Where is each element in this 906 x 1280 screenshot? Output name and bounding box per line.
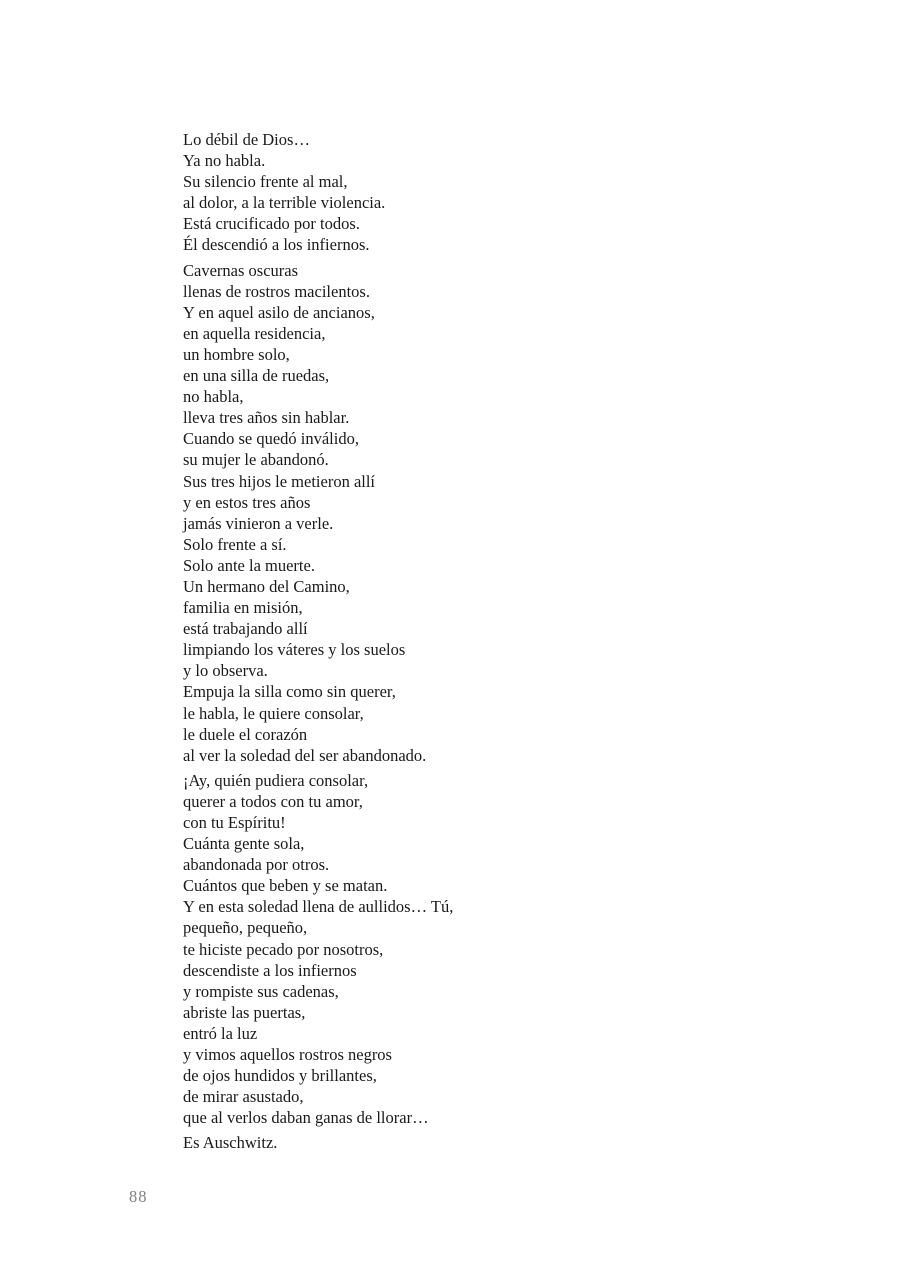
page-number: 88 [129,1187,148,1206]
poem-line: abriste las puertas, [183,1002,306,1022]
poem-line: Está crucificado por todos. [183,214,360,234]
poem-line: querer a todos con tu amor, [183,791,363,811]
poem-line: lleva tres años sin hablar. [183,408,350,428]
poem-line: que al verlos daban ganas de llorar… [183,1108,429,1128]
poem-line: Empuja la silla como sin querer, [183,682,396,702]
poem-line: Lo débil de Dios… [183,130,310,149]
poem-line: con tu Espíritu! [183,813,286,832]
poem-line: Y en esta soledad llena de aullidos… Tú, [183,897,454,917]
poem-line: al dolor, a la terrible violencia. [183,193,386,213]
poem-line: limpiando los váteres y los suelos [183,640,406,660]
poem-line: está trabajando allí [183,619,308,639]
poem-line: su mujer le abandonó. [183,450,329,470]
poem-line: pequeño, pequeño, [183,918,308,938]
poem-line: le duele el corazón [183,724,308,744]
poem-line: ¡Ay, quién pudiera consolar, [183,770,369,790]
poem-line: Y en aquel asilo de ancianos, [183,302,375,322]
poem-line: en una silla de ruedas, [183,366,330,386]
poem-line: y rompiste sus cadenas, [183,981,339,1001]
poem-line: Solo ante la muerte. [183,555,315,575]
poem-line: te hiciste pecado por nosotros, [183,939,384,959]
poem-line: Él descendió a los infiernos. [183,235,370,255]
poem-line: un hombre solo, [183,344,290,364]
poem-line: de ojos hundidos y brillantes, [183,1066,377,1086]
poem-line: Sus tres hijos le metieron allí [183,471,376,491]
poem-line: Un hermano del Camino, [183,576,350,596]
poem-line: y lo observa. [183,661,268,681]
poem-line: Cavernas oscuras [183,260,299,280]
poem-line: de mirar asustado, [183,1087,304,1107]
stanza [183,1132,803,1153]
poem-line: Cuando se quedó inválido, [183,429,359,449]
poem-line: Su silencio frente al mal, [183,172,348,192]
poem-line: jamás vinieron a verle. [183,513,334,533]
poem-line: no habla, [183,387,244,407]
poem-line: y vimos aquellos rostros negros [183,1045,392,1065]
poem-line: en aquella residencia, [183,323,326,343]
poem-line: familia en misión, [183,598,303,618]
poem-line: descendiste a los infiernos [183,960,357,980]
stanza [183,260,803,766]
poem-line: entró la luz [183,1023,258,1043]
poem-line: llenas de rostros macilentos. [183,281,370,301]
poem-line: al ver la soledad del ser abandonado. [183,745,427,765]
poem-line: Solo frente a sí. [183,534,287,554]
poem-line: Cuánta gente sola, [183,834,305,854]
stanza [183,129,803,256]
poem-line: y en estos tres años [183,492,311,512]
poem-line: Ya no habla. [183,151,266,171]
poem-line: abandonada por otros. [183,855,330,875]
poem-body [183,129,803,1158]
poem-line: Cuántos que beben y se matan. [183,876,388,896]
poem-line: le habla, le quiere consolar, [183,703,364,723]
stanza [183,770,803,1129]
poem-line: Es Auschwitz. [183,1133,278,1153]
